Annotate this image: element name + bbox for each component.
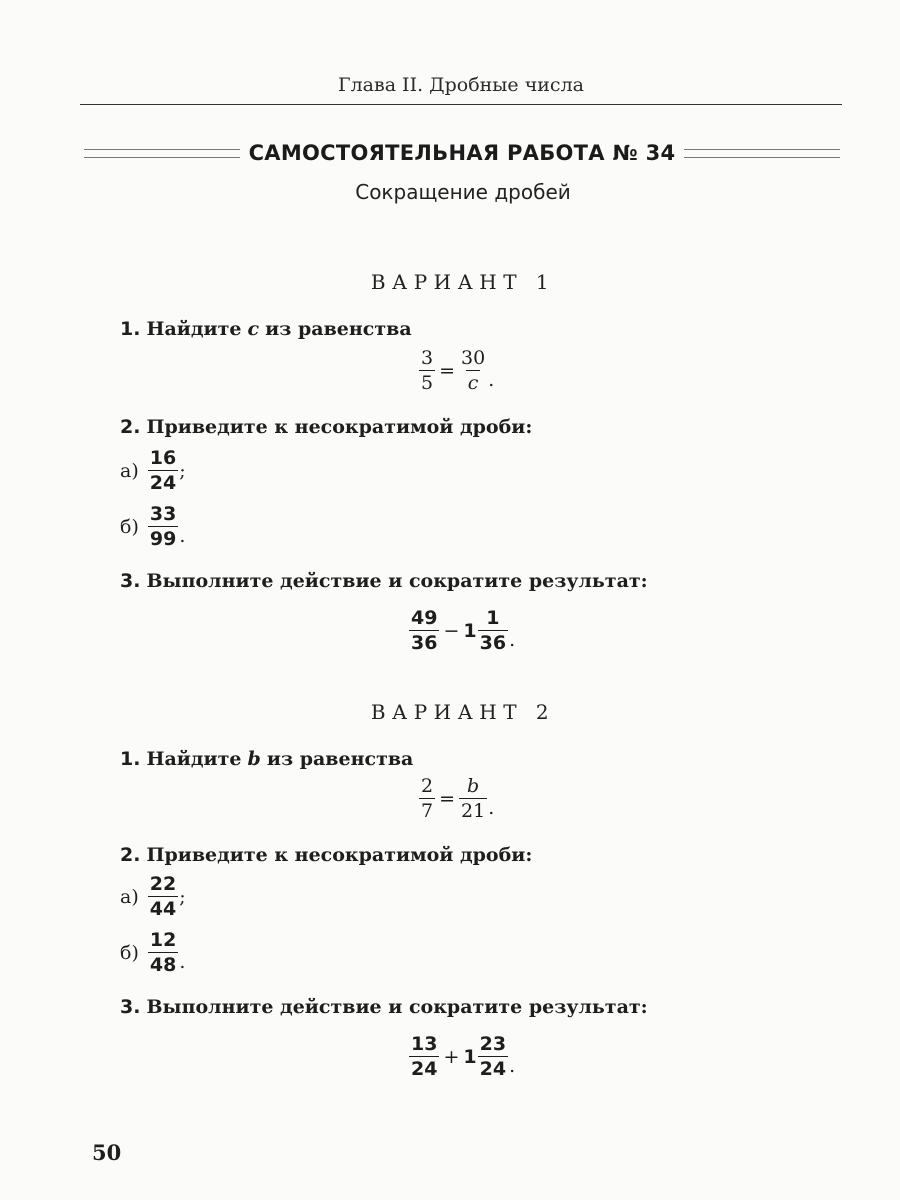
chapter-header: Глава II. Дробные числа	[338, 74, 584, 96]
page-number: 50	[92, 1140, 122, 1165]
title-left-double-line	[84, 149, 240, 158]
task-number: 1.	[120, 318, 141, 340]
equals-sign: =	[439, 787, 456, 810]
work-title: САМОСТОЯТЕЛЬНАЯ РАБОТА № 34	[248, 141, 676, 165]
variant-1-task-3	[120, 570, 648, 592]
denominator: 24	[411, 1058, 438, 1080]
variant-1-task-2a	[120, 446, 186, 495]
denominator: 48	[149, 954, 177, 976]
numerator: 12	[149, 929, 177, 951]
task-text: Выполните действие и сократите результат:	[146, 996, 648, 1018]
item-label: б)	[120, 941, 139, 964]
variant-1-task-3-expression	[408, 606, 515, 655]
punctuation: .	[509, 629, 516, 651]
variant-2-task-3	[120, 996, 648, 1018]
whole-part: 1	[463, 1045, 477, 1068]
numerator: 3	[421, 347, 434, 369]
item-label: а)	[120, 459, 139, 482]
denominator: 21	[461, 800, 486, 822]
task-text: Приведите к несократимой дроби:	[146, 416, 533, 438]
numerator: b	[467, 775, 480, 797]
fraction	[409, 606, 439, 655]
variant-2-task-3-expression	[408, 1032, 515, 1081]
task-text: Выполните действие и сократите результат:	[146, 570, 648, 592]
task-variable: c	[247, 318, 260, 340]
task-number: 1.	[120, 748, 141, 770]
numerator: 1	[486, 607, 500, 629]
punctuation: ;	[179, 459, 186, 482]
fraction	[478, 1032, 508, 1081]
denominator: 44	[149, 898, 177, 920]
variant-2-task-2b	[120, 928, 185, 977]
work-subtitle: Сокращение дробей	[355, 180, 571, 204]
numerator: 22	[149, 873, 177, 895]
variant-1-task-1-equation	[418, 346, 494, 395]
whole-part: 1	[463, 619, 477, 642]
task-text: из равенства	[265, 318, 412, 340]
fraction	[148, 502, 178, 551]
task-text: Найдите	[146, 318, 242, 340]
task-variable: b	[247, 748, 261, 770]
numerator: 13	[411, 1033, 438, 1055]
variant-2-task-2	[120, 844, 532, 866]
variant-1-task-1	[120, 318, 412, 340]
fraction	[148, 928, 178, 977]
fraction	[148, 446, 178, 495]
punctuation: .	[488, 797, 495, 819]
task-number: 3.	[120, 996, 141, 1018]
task-number: 2.	[120, 844, 141, 866]
item-label: а)	[120, 885, 139, 908]
fraction	[459, 346, 487, 395]
fraction	[419, 346, 435, 395]
task-text: Приведите к несократимой дроби:	[146, 844, 533, 866]
task-number: 3.	[120, 570, 141, 592]
variant-1-heading: ВАРИАНТ 1	[370, 270, 556, 294]
variant-1-task-2	[120, 416, 532, 438]
equals-sign: =	[439, 359, 456, 382]
numerator: 23	[479, 1033, 507, 1055]
numerator: 16	[149, 447, 177, 469]
item-label: б)	[120, 515, 139, 538]
denominator: 99	[149, 528, 177, 550]
task-text: из равенства	[266, 748, 414, 770]
denominator: 24	[479, 1058, 507, 1080]
denominator: 7	[421, 800, 434, 822]
variant-2-task-1-equation	[418, 774, 494, 823]
denominator: 36	[479, 632, 507, 654]
task-number: 2.	[120, 416, 141, 438]
task-text: Найдите	[146, 748, 242, 770]
variant-2-task-2a	[120, 872, 186, 921]
denominator: 24	[149, 472, 177, 494]
title-right-double-line	[684, 149, 840, 158]
fraction	[419, 774, 435, 823]
punctuation: .	[488, 369, 495, 391]
variant-2-heading: ВАРИАНТ 2	[370, 700, 556, 724]
fraction	[148, 872, 178, 921]
denominator: 36	[411, 632, 438, 654]
variant-1-task-2b	[120, 502, 185, 551]
numerator: 30	[461, 347, 486, 369]
denominator: 5	[421, 372, 434, 394]
minus-sign: −	[443, 619, 460, 642]
numerator: 33	[149, 503, 177, 525]
fraction	[459, 774, 487, 823]
plus-sign: +	[443, 1045, 460, 1068]
header-rule	[80, 104, 842, 105]
fraction	[478, 606, 508, 655]
punctuation: .	[509, 1055, 516, 1077]
punctuation: .	[179, 525, 186, 547]
punctuation: .	[179, 951, 186, 973]
numerator: 2	[421, 775, 434, 797]
variant-2-task-1	[120, 748, 413, 770]
numerator: 49	[411, 607, 438, 629]
fraction	[409, 1032, 439, 1081]
denominator: c	[467, 372, 479, 394]
work-title-row	[84, 136, 840, 170]
punctuation: ;	[179, 885, 186, 908]
